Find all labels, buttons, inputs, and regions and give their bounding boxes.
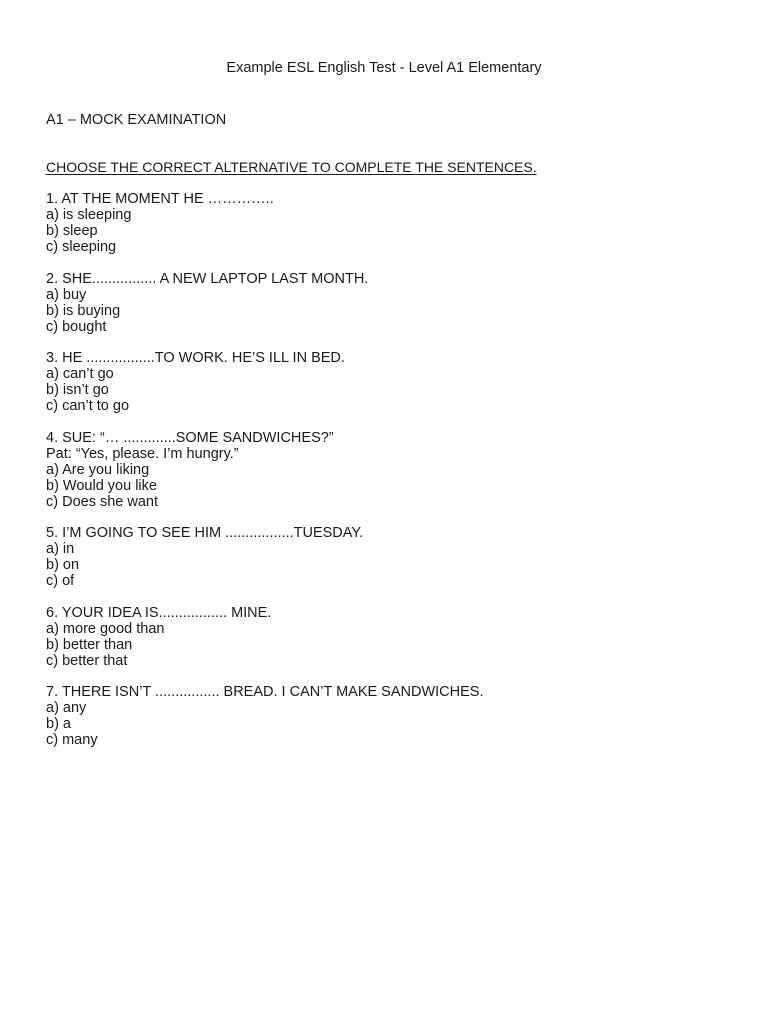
answer-option-b: b) Would you like <box>46 477 157 494</box>
question-prompt-reply: Pat: “Yes, please. I’m hungry.” <box>46 445 239 462</box>
question-prompt: 2. SHE................ A NEW LAPTOP LAST MONTH. <box>46 270 369 287</box>
answer-option-b: b) a <box>46 716 71 732</box>
question-6 <box>46 605 726 669</box>
question-2 <box>46 271 726 335</box>
answer-option-a: a) is sleeping <box>46 207 132 223</box>
question-prompt: 6. YOUR IDEA IS................. MINE. <box>46 604 272 621</box>
answer-option-c: c) bought <box>46 318 107 335</box>
question-list <box>46 191 726 764</box>
answer-option-c: c) of <box>46 573 75 589</box>
question-3 <box>46 350 726 414</box>
answer-option-a: a) buy <box>46 286 87 303</box>
answer-option-b: b) on <box>46 557 80 573</box>
answer-option-a: a) can’t go <box>46 366 114 382</box>
answer-option-c: c) Does she want <box>46 493 159 510</box>
question-prompt: 3. HE .................TO WORK. HE’S ILL IN BED. <box>46 350 345 366</box>
answer-option-a: a) in <box>46 541 75 557</box>
answer-option-a: a) more good than <box>46 620 165 637</box>
question-5 <box>46 525 726 589</box>
instruction-text: CHOOSE THE CORRECT ALTERNATIVE TO COMPLETE THE SENTENCES. <box>46 159 537 175</box>
answer-option-b: b) is buying <box>46 302 121 319</box>
answer-option-a: a) any <box>46 700 87 716</box>
answer-option-c: c) sleeping <box>46 239 117 255</box>
answer-option-b: b) isn’t go <box>46 382 109 398</box>
answer-option-a: a) Are you liking <box>46 461 150 478</box>
question-7 <box>46 684 726 748</box>
answer-option-b: b) sleep <box>46 223 98 239</box>
question-prompt: 1. AT THE MOMENT HE ………….. <box>46 191 274 207</box>
exam-heading: A1 – MOCK EXAMINATION <box>46 112 227 128</box>
question-prompt: 5. I’M GOING TO SEE HIM .................TUESDAY. <box>46 525 364 541</box>
answer-option-c: c) many <box>46 732 98 748</box>
answer-option-b: b) better than <box>46 636 133 653</box>
question-1 <box>46 191 726 255</box>
document-title: Example ESL English Test - Level A1 Elementary <box>226 60 542 76</box>
question-prompt: 7. THERE ISN’T ................ BREAD. I CAN’T MAKE SANDWICHES. <box>46 684 484 700</box>
question-prompt: 4. SUE: “… .............SOME SANDWICHES?” <box>46 429 334 446</box>
answer-option-c: c) can’t to go <box>46 398 130 414</box>
question-4 <box>46 430 726 510</box>
answer-option-c: c) better that <box>46 652 128 669</box>
